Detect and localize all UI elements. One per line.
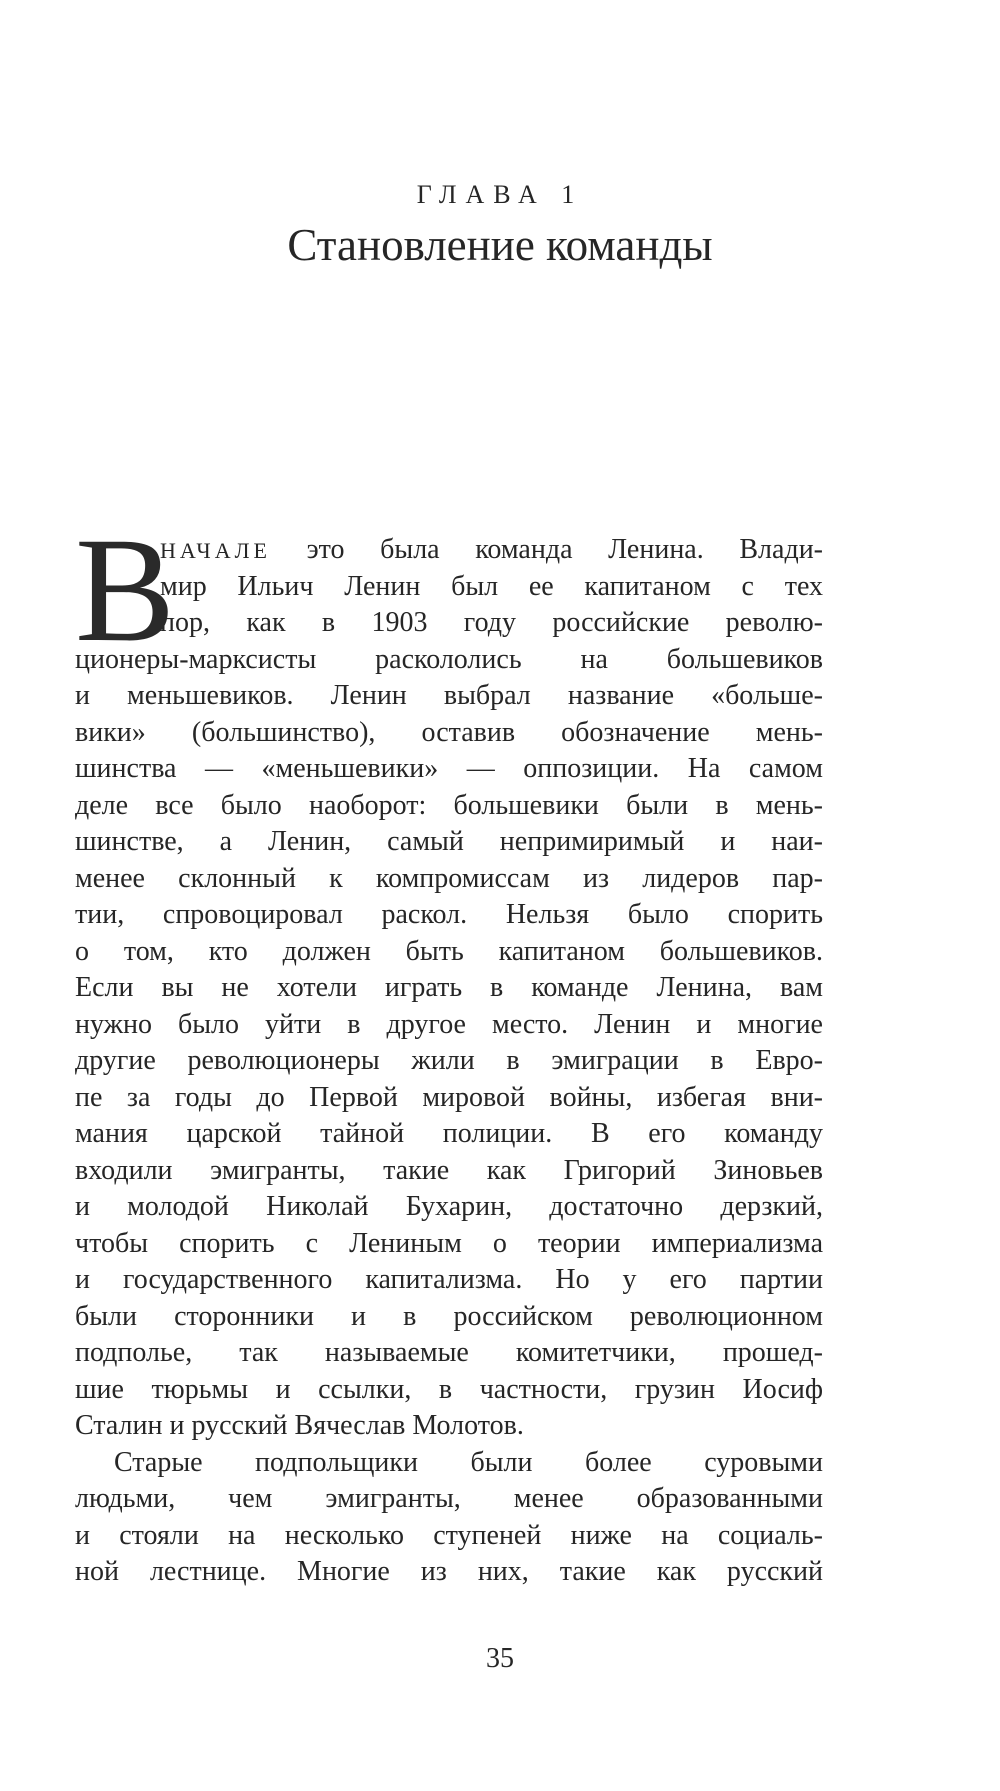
text-line: людьми, чем эмигранты, менее образованными [75,1483,823,1514]
text-line: менее склонный к компромиссам из лидеров пар- [75,862,823,894]
text-line: вики» (большинство), оставив обозначение мень- [75,716,823,748]
text-line: ной лестнице. Многие из них, такие как русский [75,1556,823,1587]
text-line: пе за годы до Первой мировой войны, избегая вни- [75,1081,823,1113]
text-line: и меньшевиков. Ленин выбрал название «больше- [75,680,823,711]
text-line: подполье, так называемые комитетчики, прошед- [75,1337,823,1368]
text-line: Сталин и русский Вячеслав Молотов. [75,1410,524,1441]
text-line: другие революционеры жили в эмиграции в Евро- [75,1045,823,1076]
text-line: были сторонники и в российском революционном [75,1300,823,1332]
text-line: пор, как в 1903 году российские револю- [160,607,823,638]
text-line: шие тюрьмы и ссылки, в частности, грузин Иосиф [75,1373,823,1405]
body-text [75,507,823,1591]
line-text: это была команда Ленина. Влади- [270,534,823,565]
text-line: чтобы спорить с Лениным о теории империализма [75,1227,823,1259]
text-line: шинства — «меньшевики» — оппозиции. На самом [75,753,823,784]
text-line: ционеры-марксисты раскололись на большевиков [75,643,823,675]
page-number: 35 [486,1643,514,1674]
text-line: Старые подпольщики были более суровыми [114,1446,823,1478]
text-line: шинстве, а Ленин, самый непримиримый и наи- [75,826,823,857]
text-line: мир Ильич Ленин был ее капитаном с тех [160,570,823,602]
text-line: и молодой Николай Бухарин, достаточно дерзкий, [75,1191,823,1222]
text-line: нужно было уйти в другое место. Ленин и многие [75,1008,823,1040]
drop-cap: В [75,507,176,673]
text-line [75,532,823,569]
text-line: и государственного капитализма. Но у его партии [75,1264,823,1295]
text-line: тии, спровоцировал раскол. Нельзя было спорить [75,899,823,930]
chapter-title: Становление команды [287,220,713,270]
chapter-label: ГЛАВА 1 [416,180,584,209]
text-line: мания царской тайной полиции. В его команду [75,1118,823,1149]
text-line: и стояли на несколько ступеней ниже на социаль- [75,1519,823,1551]
text-line: о том, кто должен быть капитаном большевиков. [75,935,823,967]
text-line: деле все было наоборот: большевики были в мень- [75,789,823,821]
text-line: Если вы не хотели играть в команде Ленина, вам [75,972,823,1003]
text-line: входили эмигранты, такие как Григорий Зиновьев [75,1154,823,1186]
opening-small-caps: НАЧАЛЕ [160,538,271,563]
